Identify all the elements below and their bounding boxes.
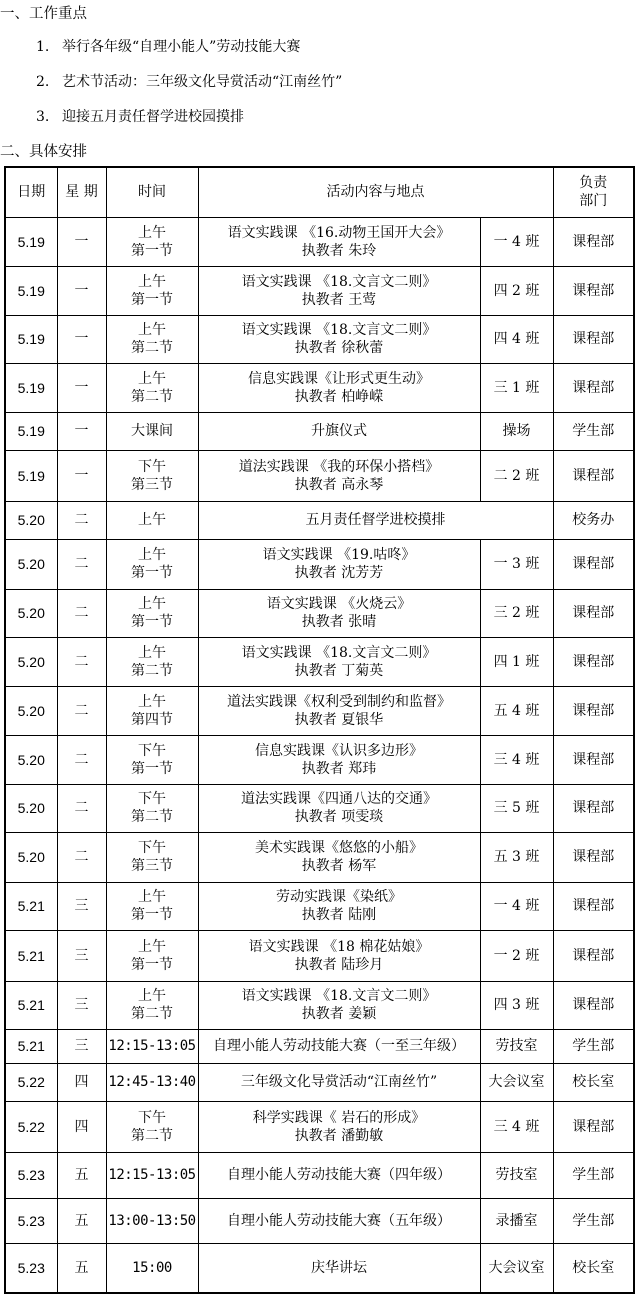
activity-title: 语文实践课 《18.文言文二则》 [241,644,437,661]
date-cell: 5.20 [5,784,57,832]
table-row [5,882,634,930]
focus-item-text: 举行各年级“自理小能人”劳动技能大赛 [62,39,301,55]
weekday-cell: 二 [57,637,106,686]
dept-cell: 学生部 [553,1152,634,1198]
focus-item-text: 迎接五月责任督学进校园摸排 [62,109,244,125]
place-cell: 五 3 班 [480,832,553,882]
table-row [5,1063,634,1101]
activity-teacher: 执教者 姜颖 [301,1006,377,1022]
time-line2: 第一节 [131,291,173,308]
activity-teacher: 执教者 徐秋蕾 [294,340,384,356]
date-cell: 5.21 [5,981,57,1029]
activity-cell [198,501,553,539]
activity-cell [198,686,480,735]
weekday-cell: 五 [57,1198,106,1243]
header-weekday: 星 期 [57,167,106,217]
time-line1: 大课间 [131,423,173,439]
time-cell [106,686,198,735]
activity-title: 语文实践课 《火烧云》 [266,596,412,612]
place-cell: 大会议室 [480,1063,553,1101]
time-cell [106,930,198,981]
weekday-cell: 三 [57,1029,106,1063]
activity-cell [198,266,480,315]
weekday-cell: 二 [57,686,106,735]
section-1-title: 一、工作重点 [0,6,87,22]
table-row [5,266,634,315]
focus-item-num: 3. [36,109,50,125]
activity-teacher: 执教者 杨军 [301,858,377,874]
time-cell [106,217,198,266]
place-cell: 三 1 班 [480,363,553,412]
time-line2: 第二节 [131,809,173,825]
place-cell: 三 5 班 [480,784,553,832]
activity-title: 语文实践课 《19.咕咚》 [262,547,416,563]
weekday-cell: 二 [57,784,106,832]
time-line1: 上午 [138,512,166,528]
activity-teacher: 执教者 项雯琰 [294,809,384,825]
table-row [5,1101,634,1152]
weekday-cell: 五 [57,1243,106,1293]
activity-title: 美术实践课《悠悠的小船》 [255,840,423,856]
time-line1: 下午 [138,458,166,475]
activity-teacher: 执教者 丁菊英 [294,662,384,679]
time-cell [106,589,198,637]
activity-title: 语文实践课 《18.文言文二则》 [241,988,437,1004]
dept-cell: 课程部 [553,1101,634,1152]
header-dept [553,167,634,217]
schedule-table [4,166,635,1294]
activity-teacher: 执教者 陆刚 [301,907,377,923]
weekday-cell: 一 [57,217,106,266]
date-cell: 5.19 [5,217,57,266]
dept-cell: 课程部 [553,637,634,686]
place-cell: 一 4 班 [480,217,553,266]
place-cell: 大会议室 [480,1243,553,1293]
activity-teacher: 执教者 王莺 [301,291,377,308]
weekday-cell: 一 [57,266,106,315]
place-cell: 一 3 班 [480,539,553,589]
activity-cell [198,1198,480,1243]
time-cell [106,1101,198,1152]
time-cell [106,784,198,832]
activity-teacher: 执教者 陆珍月 [294,956,384,973]
time-line1: 下午 [138,1109,166,1126]
dept-cell: 课程部 [553,784,634,832]
table-row [5,784,634,832]
activity-title: 升旗仪式 [311,423,367,439]
time-line1: 15:00 [132,1259,172,1276]
time-line1: 12:45-13:40 [108,1074,196,1090]
table-row [5,1243,634,1293]
activity-title: 庆华讲坛 [311,1259,367,1276]
weekday-cell: 三 [57,981,106,1029]
activity-title: 道法实践课《权利受到制约和监督》 [227,693,451,710]
table-row [5,315,634,363]
dept-cell: 课程部 [553,735,634,784]
time-cell [106,637,198,686]
table-row [5,686,634,735]
activity-cell [198,784,480,832]
dept-cell: 课程部 [553,539,634,589]
place-cell: 二 2 班 [480,450,553,501]
table-row [5,501,634,539]
time-line2: 第一节 [131,242,173,259]
time-cell [106,882,198,930]
section-2-title: 二、具体安排 [0,144,87,160]
table-header-row [5,167,634,217]
date-cell: 5.19 [5,315,57,363]
time-line1: 上午 [138,224,166,241]
activity-title: 语文实践课 《18.文言文二则》 [241,322,437,338]
table-row [5,450,634,501]
weekday-cell: 二 [57,501,106,539]
place-cell: 三 4 班 [480,735,553,784]
weekday-cell: 二 [57,589,106,637]
time-cell [106,1243,198,1293]
activity-teacher: 执教者 张晴 [301,614,377,630]
table-row [5,1029,634,1063]
time-line1: 上午 [138,273,166,290]
activity-cell [198,832,480,882]
date-cell: 5.23 [5,1198,57,1243]
time-line1: 上午 [138,370,166,387]
table-row [5,363,634,412]
time-line2: 第四节 [131,711,173,728]
time-cell [106,363,198,412]
activity-cell [198,1029,480,1063]
date-cell: 5.20 [5,832,57,882]
time-line2: 第一节 [131,956,173,973]
weekday-cell: 四 [57,1063,106,1101]
time-line1: 上午 [138,644,166,661]
time-line1: 上午 [138,322,166,338]
weekday-cell: 二 [57,832,106,882]
activity-cell [198,1243,480,1293]
date-cell: 5.22 [5,1101,57,1152]
activity-title: 语文实践课 《16.动物王国开大会》 [227,224,451,241]
date-cell: 5.19 [5,363,57,412]
date-cell: 5.23 [5,1152,57,1198]
date-cell: 5.20 [5,589,57,637]
activity-teacher: 执教者 郑玮 [301,760,377,777]
time-line2: 第一节 [131,565,173,581]
time-line2: 第一节 [131,614,173,630]
activity-cell [198,735,480,784]
activity-cell [198,589,480,637]
dept-cell: 课程部 [553,686,634,735]
activity-title: 道法实践课 《我的环保小搭档》 [238,458,440,475]
weekday-cell: 一 [57,450,106,501]
time-cell [106,412,198,450]
date-cell: 5.20 [5,501,57,539]
activity-title: 三年级文化导赏活动“江南丝竹” [240,1074,438,1090]
dept-cell: 课程部 [553,217,634,266]
time-line1: 上午 [138,693,166,710]
place-cell: 四 2 班 [480,266,553,315]
activity-title: 自理小能人劳动技能大赛（五年级） [227,1212,451,1229]
date-cell: 5.20 [5,686,57,735]
time-line2: 第二节 [131,662,173,679]
dept-cell: 校长室 [553,1243,634,1293]
time-cell [106,266,198,315]
focus-item-num: 1. [36,39,50,55]
activity-cell [198,412,480,450]
activity-cell [198,637,480,686]
activity-title: 信息实践课《认识多边形》 [255,742,423,759]
place-cell: 四 3 班 [480,981,553,1029]
time-line2: 第一节 [131,760,173,777]
header-dept-line1: 负责 [579,175,608,192]
table-row [5,1152,634,1198]
table-row [5,1198,634,1243]
dept-cell: 课程部 [553,930,634,981]
time-cell [106,501,198,539]
header-time: 时间 [106,167,198,217]
time-line1: 12:15-13:05 [108,1038,196,1054]
place-cell: 三 2 班 [480,589,553,637]
focus-item-text: 艺术节活动：三年级文化导赏活动“江南丝竹” [62,74,343,90]
activity-cell [198,217,480,266]
dept-cell: 校务办 [553,501,634,539]
weekday-cell: 一 [57,412,106,450]
time-cell [106,450,198,501]
time-cell [106,1198,198,1243]
time-cell [106,735,198,784]
table-row [5,832,634,882]
focus-item-3 [36,106,244,126]
dept-cell: 学生部 [553,412,634,450]
activity-cell [198,1063,480,1101]
date-cell: 5.22 [5,1063,57,1101]
activity-teacher: 执教者 沈芳芳 [294,565,384,581]
place-cell: 录播室 [480,1198,553,1243]
date-cell: 5.21 [5,1029,57,1063]
activity-title: 劳动实践课《染纸》 [276,889,402,905]
place-cell: 一 2 班 [480,930,553,981]
time-line2: 第二节 [131,340,173,356]
focus-item-1 [36,36,300,56]
dept-cell: 课程部 [553,832,634,882]
activity-cell [198,981,480,1029]
activity-cell [198,1101,480,1152]
activity-cell [198,450,480,501]
dept-cell: 学生部 [553,1029,634,1063]
activity-title: 道法实践课《四通八达的交通》 [241,791,437,807]
date-cell: 5.23 [5,1243,57,1293]
focus-item-num: 2. [36,74,50,90]
date-cell: 5.21 [5,930,57,981]
weekday-cell: 一 [57,363,106,412]
dept-cell: 课程部 [553,589,634,637]
activity-cell [198,930,480,981]
dept-cell: 课程部 [553,882,634,930]
weekday-cell: 三 [57,882,106,930]
time-line2: 第三节 [131,858,173,874]
time-line1: 下午 [138,840,166,856]
activity-cell [198,1152,480,1198]
activity-teacher: 执教者 朱玲 [301,242,377,259]
time-line1: 下午 [138,791,166,807]
dept-cell: 课程部 [553,363,634,412]
table-row [5,589,634,637]
table-row [5,637,634,686]
table-row [5,217,634,266]
activity-cell [198,315,480,363]
time-cell [106,1152,198,1198]
dept-cell: 校长室 [553,1063,634,1101]
activity-title: 科学实践课《 岩石的形成》 [252,1109,426,1126]
time-line1: 上午 [138,547,166,563]
focus-item-2 [36,71,342,91]
weekday-cell: 二 [57,735,106,784]
place-cell: 四 1 班 [480,637,553,686]
time-line1: 上午 [138,889,166,905]
header-content: 活动内容与地点 [198,167,553,217]
dept-cell: 课程部 [553,450,634,501]
time-cell [106,1029,198,1063]
place-cell: 操场 [480,412,553,450]
time-line1: 下午 [138,742,166,759]
place-cell: 五 4 班 [480,686,553,735]
table-body [5,217,634,1293]
time-line1: 上午 [138,988,166,1004]
time-line2: 第二节 [131,1127,173,1144]
time-line1: 12:15-13:05 [108,1167,196,1183]
weekday-cell: 二 [57,539,106,589]
table-row [5,930,634,981]
time-line1: 上午 [138,596,166,612]
activity-cell [198,363,480,412]
weekday-cell: 四 [57,1101,106,1152]
table-row [5,735,634,784]
time-cell [106,832,198,882]
date-cell: 5.20 [5,539,57,589]
activity-teacher: 执教者 高永琴 [294,476,384,493]
date-cell: 5.20 [5,637,57,686]
place-cell: 四 4 班 [480,315,553,363]
dept-cell: 学生部 [553,1198,634,1243]
time-cell [106,539,198,589]
weekday-cell: 三 [57,930,106,981]
place-cell: 劳技室 [480,1029,553,1063]
activity-title: 自理小能人劳动技能大赛（四年级） [227,1167,451,1183]
date-cell: 5.21 [5,882,57,930]
activity-cell [198,882,480,930]
weekday-cell: 五 [57,1152,106,1198]
weekday-cell: 一 [57,315,106,363]
place-cell: 三 4 班 [480,1101,553,1152]
activity-teacher: 执教者 夏银华 [294,711,384,728]
time-cell [106,981,198,1029]
time-cell [106,315,198,363]
time-line1: 13:00-13:50 [108,1212,196,1229]
activity-teacher: 执教者 潘勤敏 [294,1127,384,1144]
date-cell: 5.19 [5,450,57,501]
date-cell: 5.20 [5,735,57,784]
time-line2: 第二节 [131,388,173,405]
time-cell [106,1063,198,1101]
time-line1: 上午 [138,938,166,955]
activity-title: 信息实践课《让形式更生动》 [248,370,430,387]
activity-title: 语文实践课 《18.文言文二则》 [241,273,437,290]
dept-cell: 课程部 [553,315,634,363]
dept-cell: 课程部 [553,266,634,315]
activity-teacher: 执教者 柏峥嵘 [294,388,384,405]
table-row [5,539,634,589]
time-line2: 第三节 [131,476,173,493]
place-cell: 一 4 班 [480,882,553,930]
header-date: 日期 [5,167,57,217]
time-line2: 第一节 [131,907,173,923]
date-cell: 5.19 [5,412,57,450]
dept-cell: 课程部 [553,981,634,1029]
time-line2: 第二节 [131,1006,173,1022]
table-row [5,981,634,1029]
place-cell: 劳技室 [480,1152,553,1198]
activity-title: 语文实践课 《18 棉花姑娘》 [248,938,430,955]
activity-title: 五月责任督学进校摸排 [305,512,446,528]
activity-title: 自理小能人劳动技能大赛（一至三年级） [213,1038,465,1054]
header-dept-line2: 部门 [579,193,608,210]
activity-cell [198,539,480,589]
table-row [5,412,634,450]
date-cell: 5.19 [5,266,57,315]
